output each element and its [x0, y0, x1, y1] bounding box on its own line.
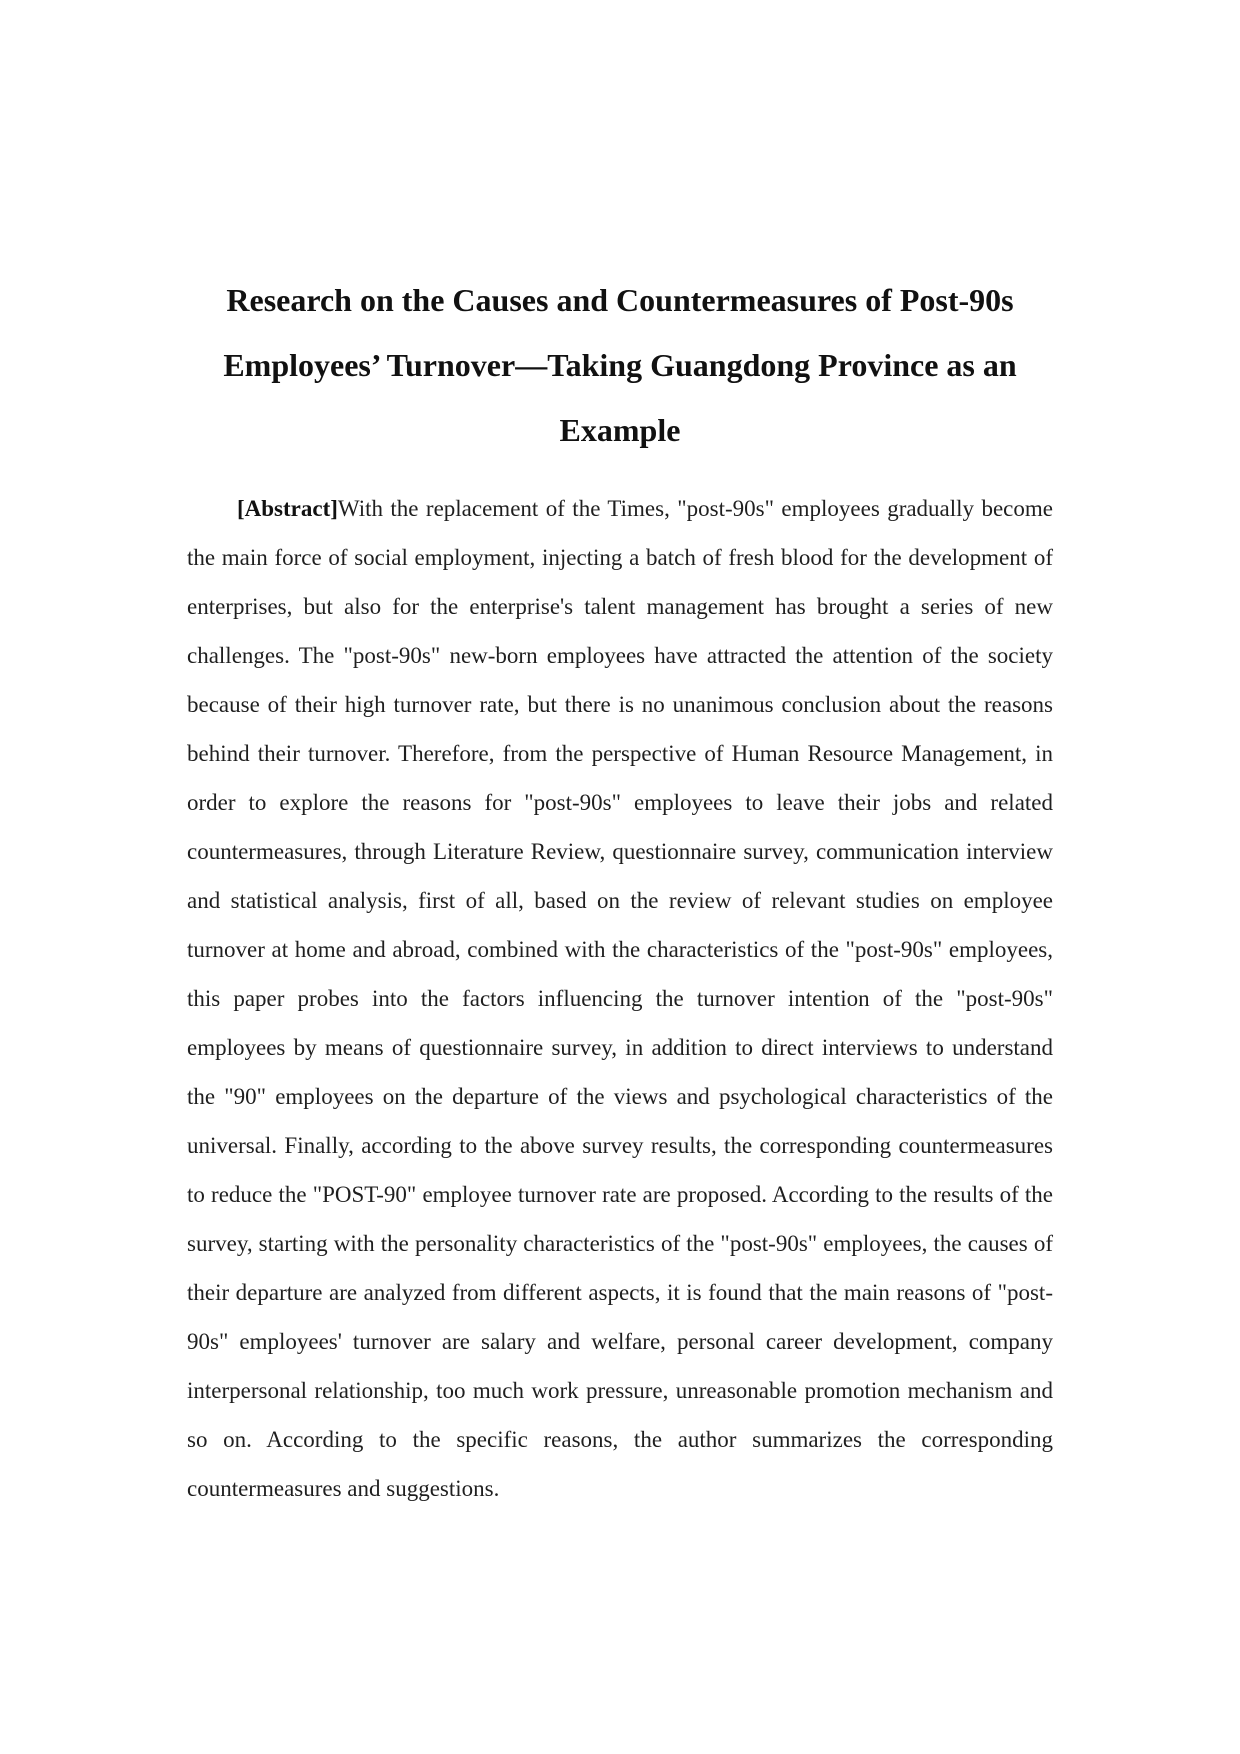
title-line-3: Example	[559, 412, 681, 448]
abstract-label: [Abstract]	[237, 496, 338, 521]
title-line-2: Employees’ Turnover—Taking Guangdong Province as an	[223, 347, 1017, 383]
title-line-1: Research on the Causes and Countermeasures of Post-90s	[226, 282, 1014, 318]
abstract-paragraph	[187, 484, 1053, 1513]
abstract-text: With the replacement of the Times, "post-90s" employees gradually become the main force of social employment, injecting a batch of fresh blood for the development of enterprises, but also for the enterprise's talent management has brought a series of new challenges. The "post-90s" new-born employees have attracted the attention of the society because of their high turnover rate, but there is no unanimous conclusion about the reasons behind their turnover. Therefore, from the perspective of Human Resource Management, in order to explore the reasons for "post-90s" employees to leave their jobs and related countermeasures, through Literature Review, questionnaire survey, communication interview and statistical analysis, first of all, based on the review of relevant studies on employee turnover at home and abroad, combined with the characteristics of the "post-90s" employees, this paper probes into the factors influencing the turnover intention of the "post-90s" employees by means of questionnaire survey, in addition to direct interviews to understand the "90" employees on the departure of the views and psychological characteristics of the universal. Finally, according to the above survey results, the corresponding countermeasures to reduce the "POST-90" employee turnover rate are proposed. According to the results of the survey, starting with the personality characteristics of the "post-90s" employees, the causes of their departure are analyzed from different aspects, it is found that the main reasons of "post-90s" employees' turnover are salary and welfare, personal career development, company interpersonal relationship, too much work pressure, unreasonable promotion mechanism and so on. According to the specific reasons, the author summarizes the corresponding countermeasures and suggestions.	[187, 496, 1053, 1501]
paper-title	[150, 268, 1090, 463]
